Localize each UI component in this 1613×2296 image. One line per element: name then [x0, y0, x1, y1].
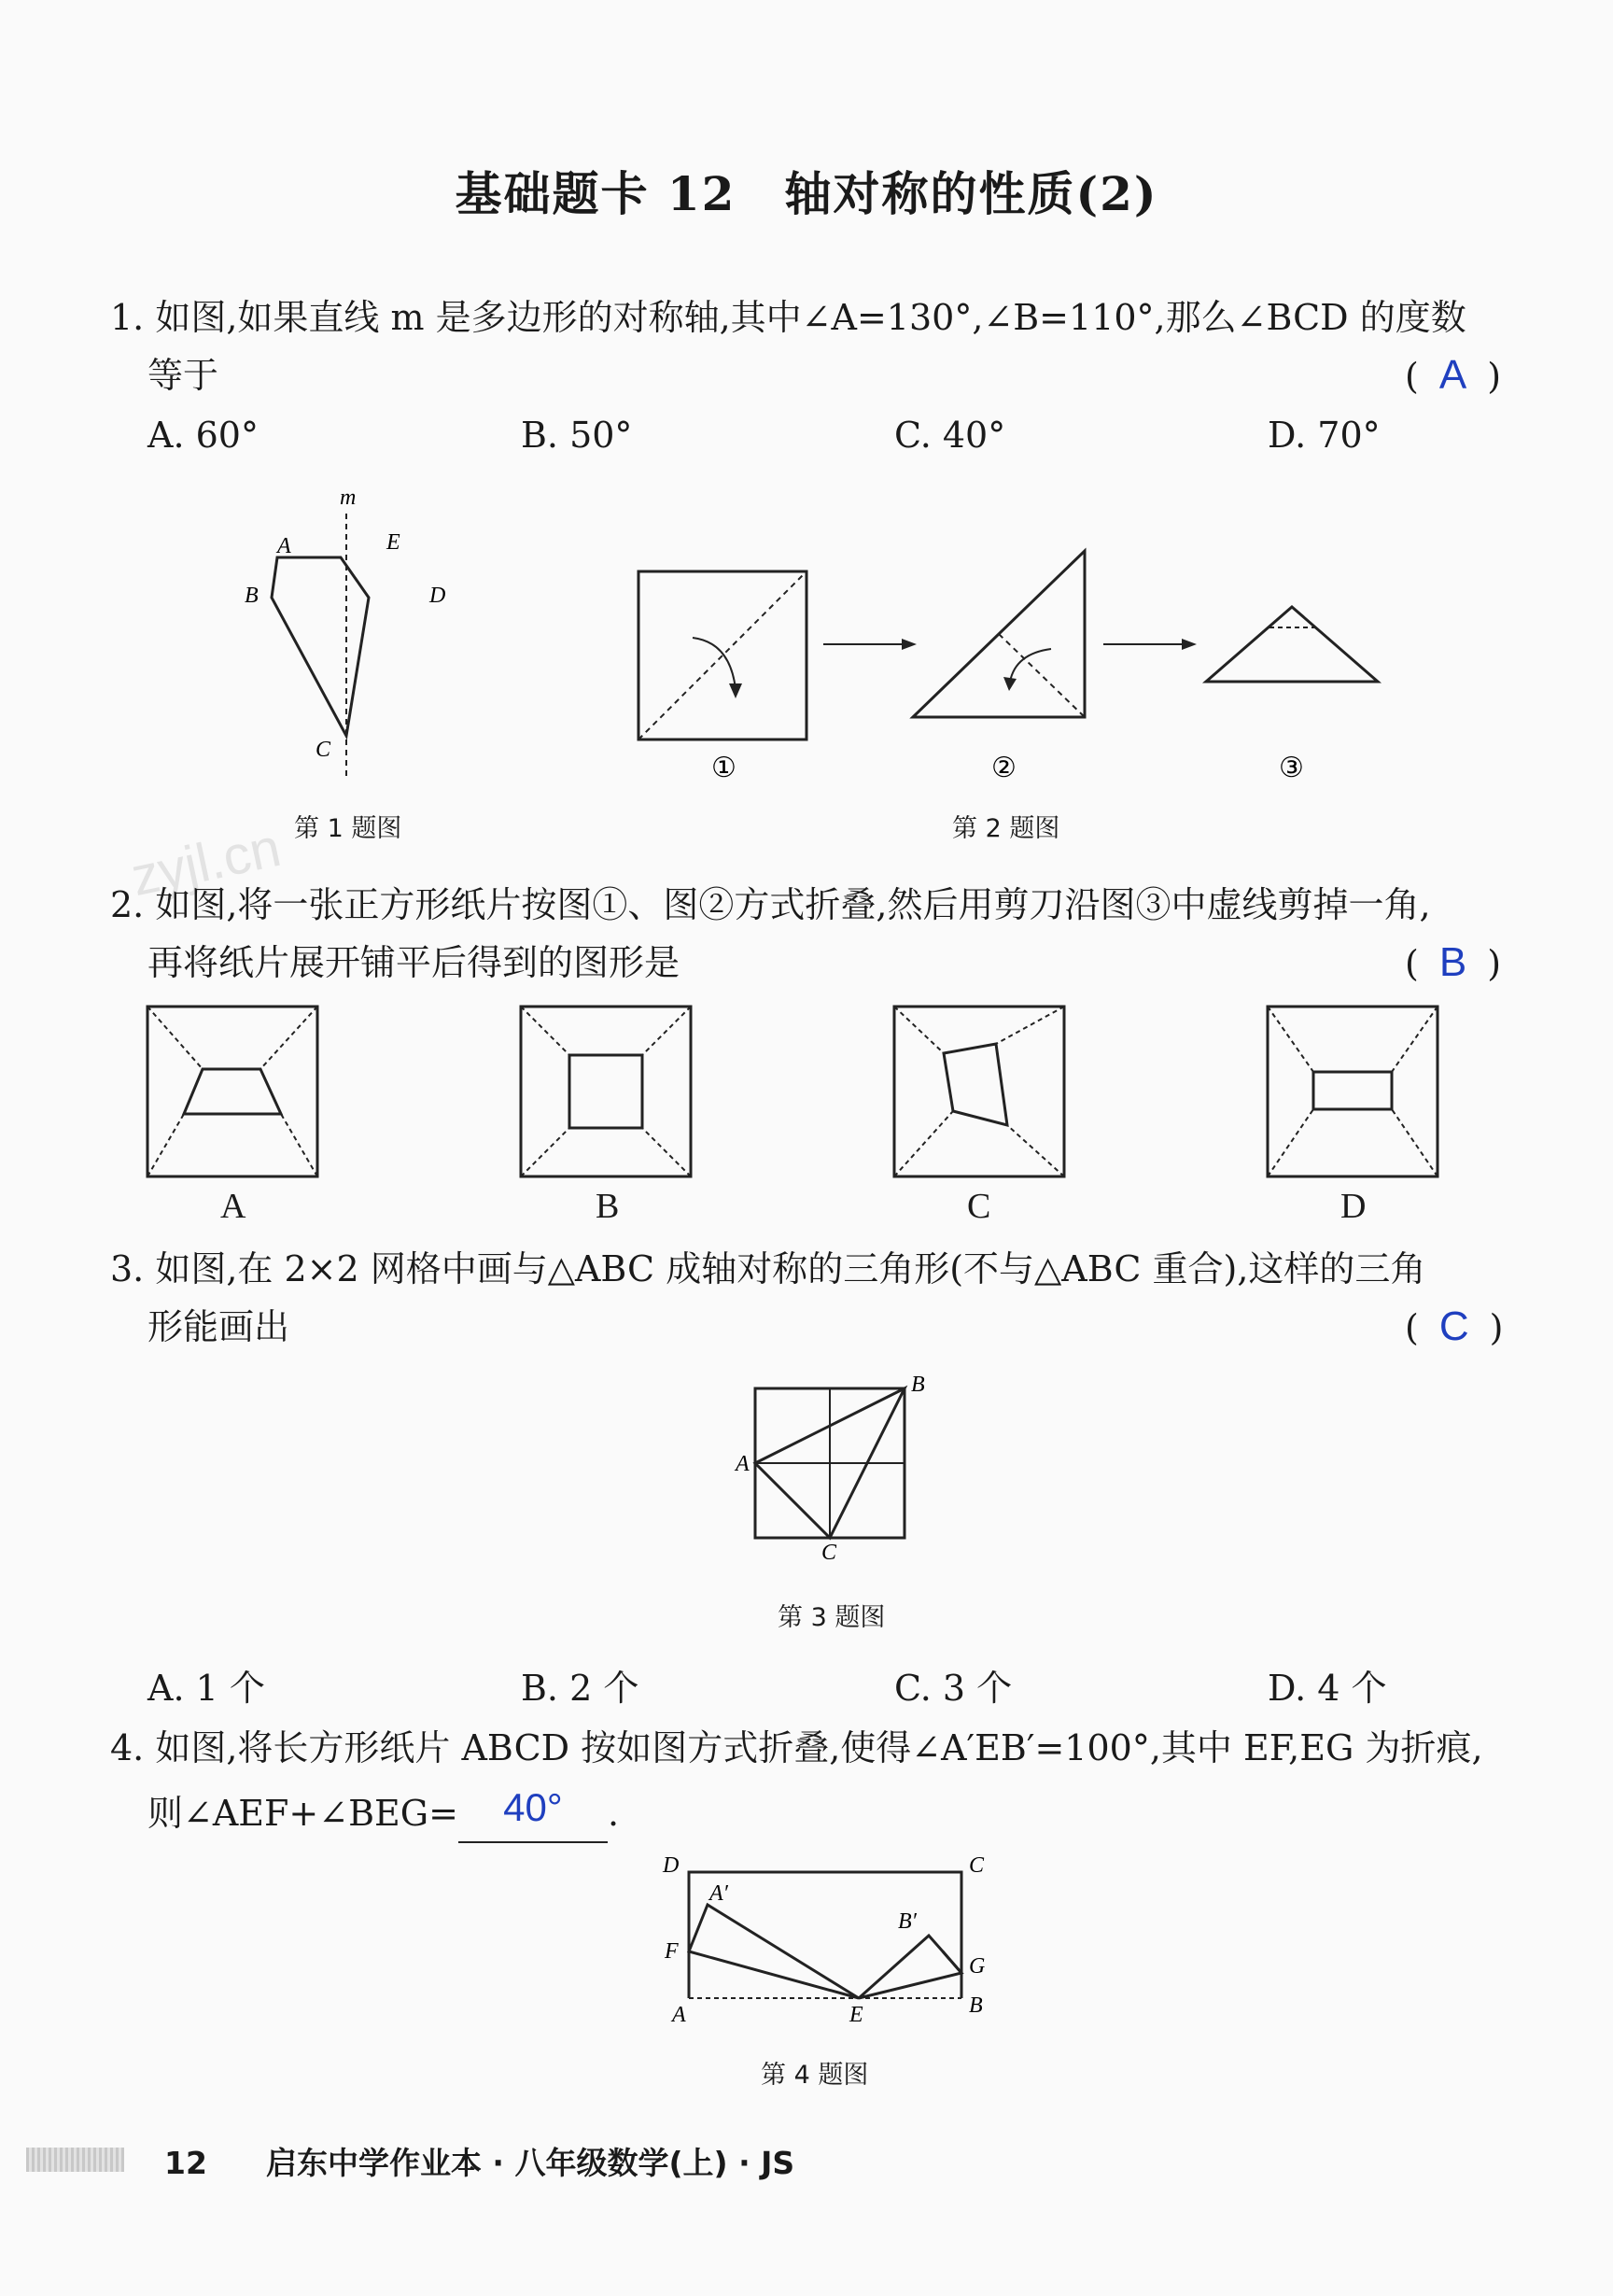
footer-bar — [26, 2148, 124, 2172]
q4-text: 4. 如图,将长方形纸片 ABCD 按如图方式折叠,使得∠A′EB′=100°,其中 EF,EG 为折痕, — [110, 1727, 1483, 1768]
q4-period: . — [607, 1793, 620, 1834]
fig4-rectangle — [689, 1872, 961, 1998]
q2-text: 2. 如图,将一张正方形纸片按图①、图②方式折叠,然后用剪刀沿图③中虚线剪掉一角, — [110, 884, 1431, 925]
fig1-label-m: m — [340, 486, 357, 510]
fig4-fold-right — [859, 1936, 961, 1998]
page-title: 基础题卡 12 轴对称的性质(2) — [455, 166, 1158, 221]
q4-text-line2 — [147, 1783, 619, 1843]
q2-choice-a-figure — [145, 1004, 322, 1181]
fig4-label-f: F — [665, 1939, 679, 1964]
fig4-label-d: D — [663, 1853, 680, 1878]
q2-choice-c-figure — [891, 1004, 1069, 1181]
fig4-label-c: C — [969, 1853, 985, 1878]
q4-answer: 40° — [503, 1785, 563, 1829]
q1-answer: A — [1438, 352, 1467, 398]
q2-choice-a-label: A — [220, 1187, 246, 1226]
q1-option-b: B. 50° — [521, 415, 633, 456]
q1-answer-bracket: ( A ) — [1405, 352, 1502, 398]
q3-answer: C — [1438, 1303, 1469, 1349]
q2-choice-d-figure — [1265, 1004, 1442, 1181]
q2-choice-d-label: D — [1340, 1187, 1367, 1226]
fig1-label-e: E — [386, 530, 400, 555]
fig3-label-a: A — [736, 1452, 750, 1476]
fig3-label-c: C — [821, 1541, 837, 1565]
fig4-label-g: G — [969, 1954, 986, 1979]
fig2-step-arrowhead-2 — [1182, 639, 1197, 650]
q2-choice-b-label: B — [596, 1187, 620, 1226]
q2-choice-b-figure — [518, 1004, 695, 1181]
q1-option-c: C. 40° — [894, 415, 1006, 456]
fig1-label-c: C — [316, 738, 331, 762]
q3-option-a: A. 1 个 — [147, 1668, 265, 1709]
q3-answer-bracket: ( C ) — [1405, 1303, 1504, 1349]
fig4-caption: 第 4 题图 — [761, 2061, 869, 2090]
q3-option-c: C. 3 个 — [894, 1668, 1013, 1709]
figure-2 — [625, 542, 1410, 794]
q4-answer-blank — [458, 1785, 608, 1843]
fig4-label-e: E — [849, 2003, 863, 2027]
fig4-label-b: B — [969, 1993, 983, 2018]
fig1-polygon — [272, 557, 369, 736]
footer — [164, 2139, 794, 2183]
figure-1 — [224, 476, 467, 784]
fig4-fold-left — [689, 1905, 859, 1998]
fig1-label-d: D — [429, 584, 446, 608]
q3-text: 3. 如图,在 2×2 网格中画与△ABC 成轴对称的三角形(不与△ABC 重合),这样的三角 — [110, 1248, 1426, 1289]
q3-text-line2: 形能画出 — [147, 1306, 290, 1347]
fig1-label-a: A — [277, 534, 291, 558]
fig4-label-a: A — [672, 2003, 686, 2027]
fig2-step-3: ③ — [1279, 752, 1304, 784]
fig2-arrowhead-2 — [1003, 677, 1017, 691]
fig2-caption: 第 2 题图 — [952, 814, 1060, 843]
q1-text-line2: 等于 — [147, 355, 219, 396]
q2-text-line2: 再将纸片展开铺平后得到的图形是 — [147, 942, 680, 983]
fig4-label-b-prime: B′ — [898, 1909, 917, 1934]
q4-text-line2-prefix: 则∠AEF+∠BEG= — [147, 1793, 458, 1834]
fig1-caption: 第 1 题图 — [294, 814, 402, 843]
q2-answer: B — [1438, 939, 1467, 985]
figure-4 — [653, 1853, 989, 2035]
fig3-caption: 第 3 题图 — [778, 1603, 886, 1632]
fig3-label-b: B — [911, 1373, 925, 1397]
fig2-step-1: ① — [711, 752, 736, 784]
fig2-square-diagonal — [638, 571, 806, 740]
q1-option-d: D. 70° — [1268, 415, 1381, 456]
fig2-small-triangle — [1206, 607, 1378, 682]
fig4-label-a-prime: A′ — [709, 1881, 728, 1906]
fig2-step-arrowhead-1 — [902, 639, 917, 650]
q3-option-d: D. 4 个 — [1268, 1668, 1387, 1709]
q3-option-b: B. 2 个 — [521, 1668, 639, 1709]
page-number: 12 — [164, 2145, 207, 2181]
watermark: zyjl.cn — [126, 816, 287, 909]
q1-option-a: A. 60° — [147, 415, 259, 456]
figure-3 — [728, 1363, 943, 1578]
q1-text: 1. 如图,如果直线 m 是多边形的对称轴,其中∠A=130°,∠B=110°,那么∠BCD 的度数 — [110, 297, 1466, 338]
q2-choice-c-label: C — [967, 1187, 991, 1226]
fig2-arrowhead-1 — [729, 683, 742, 698]
q2-answer-bracket: ( B ) — [1405, 939, 1502, 985]
fig2-step-2: ② — [991, 752, 1017, 784]
book-title: 启东中学作业本 · 八年级数学(上) · JS — [265, 2145, 795, 2181]
fig1-label-b: B — [245, 584, 259, 608]
